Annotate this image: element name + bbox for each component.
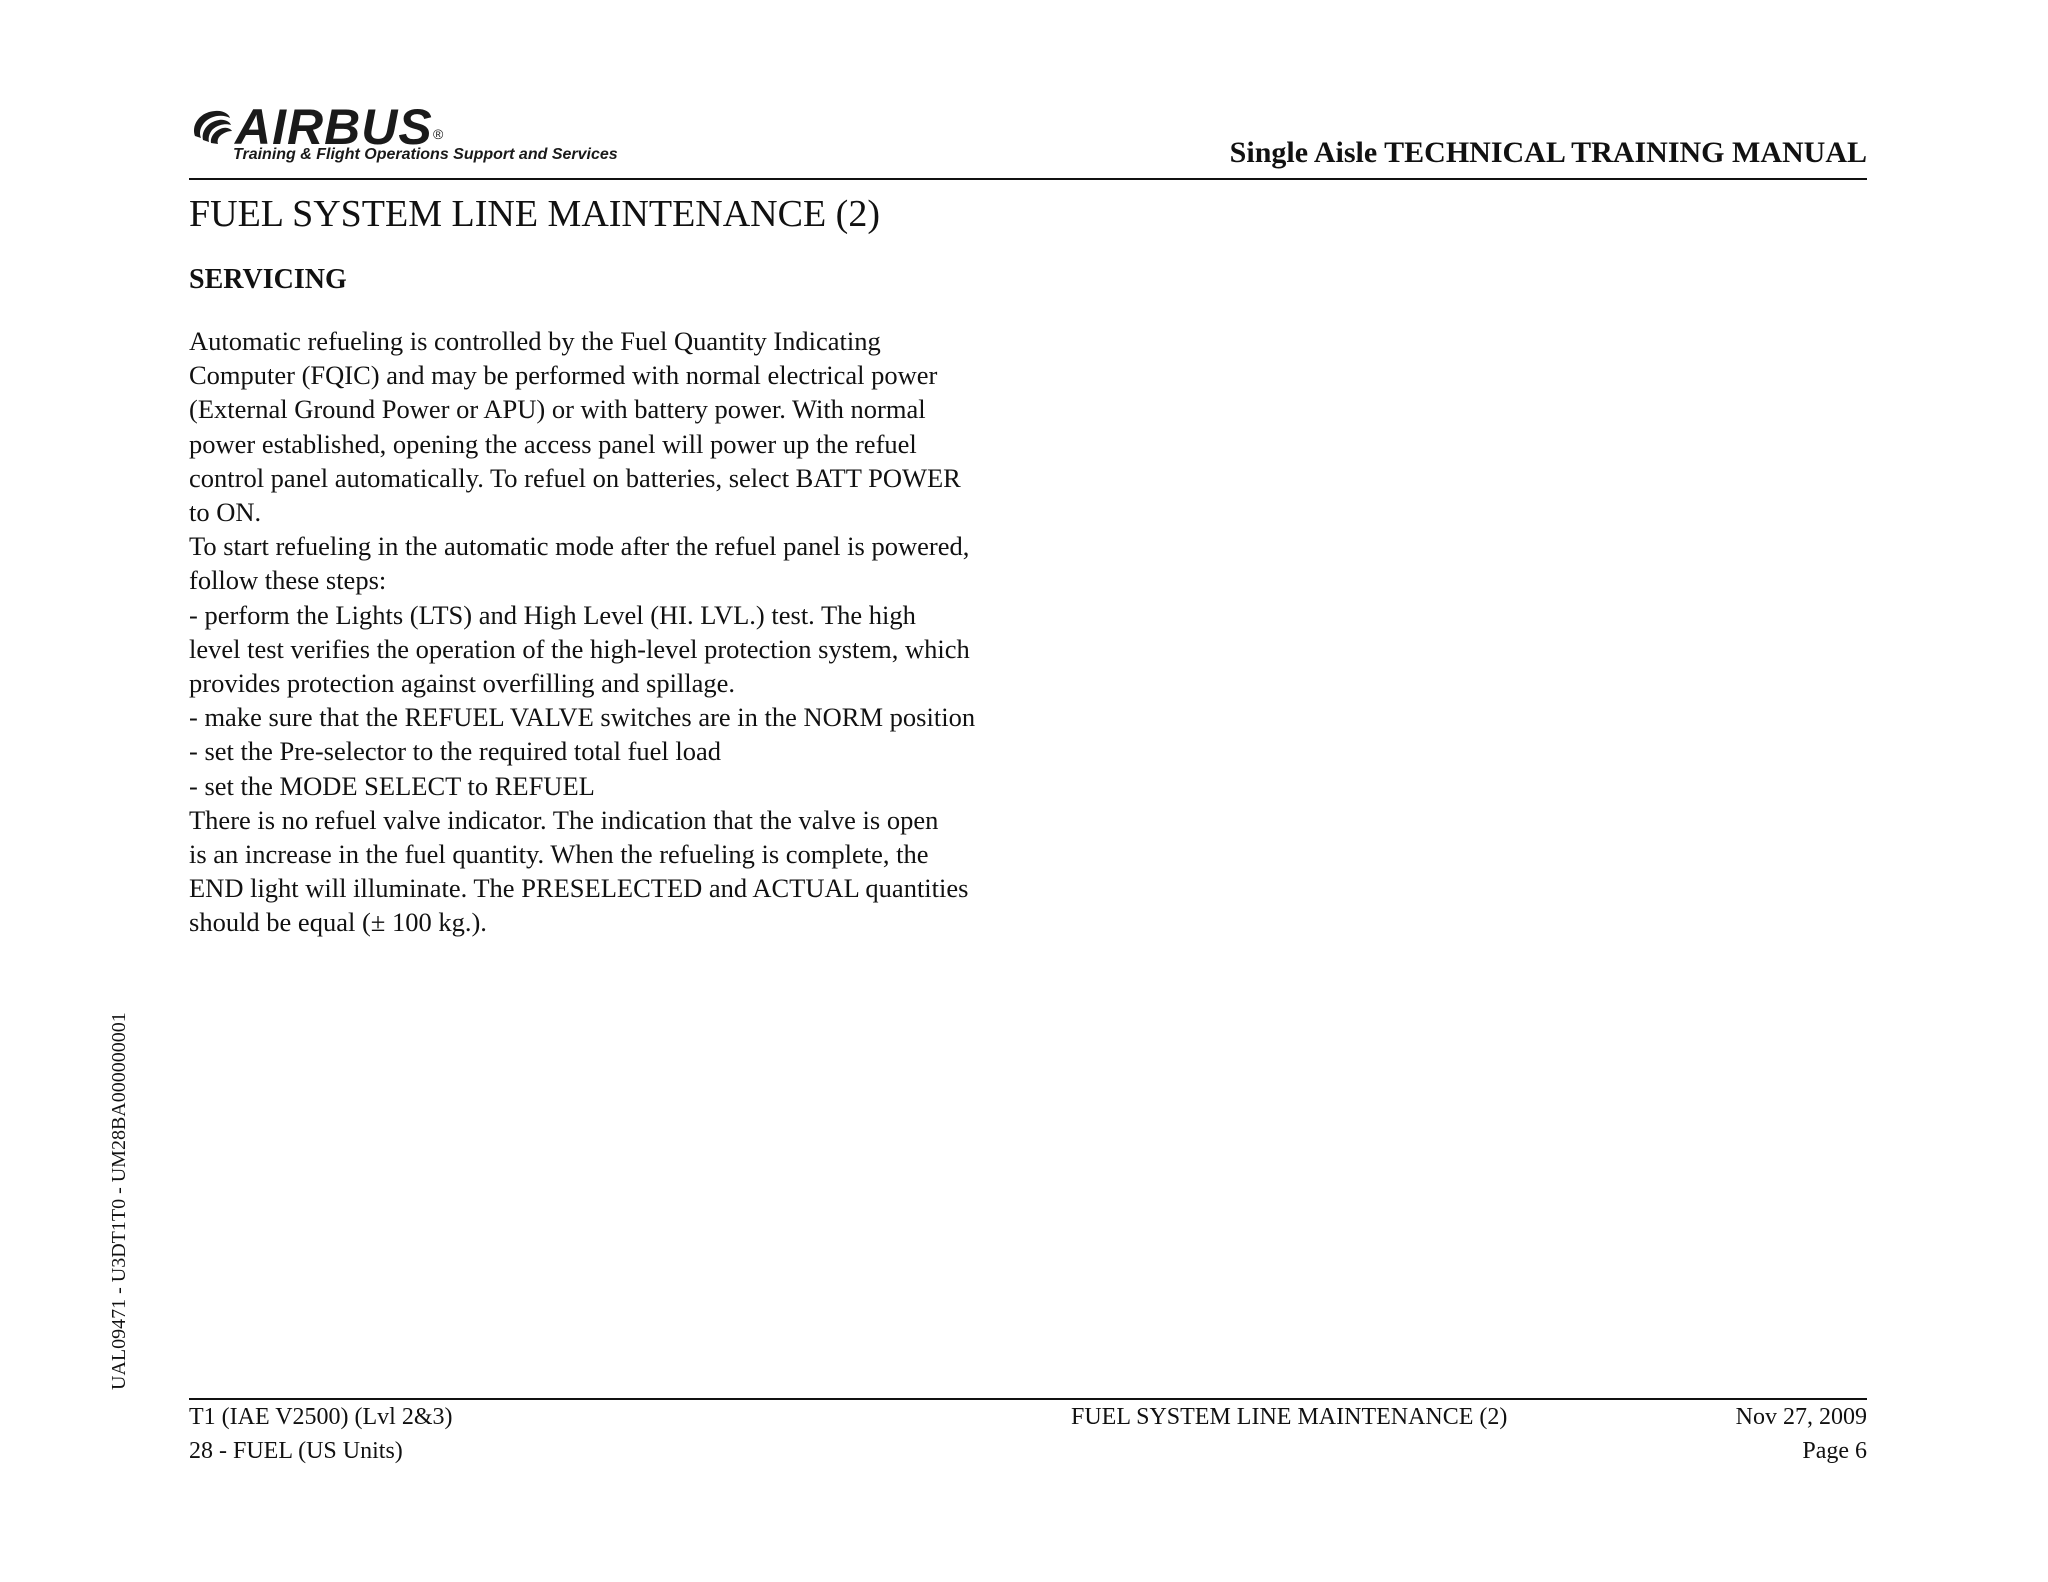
footer-date: Nov 27, 2009 xyxy=(1735,1404,1867,1430)
body-line: END light will illuminate. The PRESELECTED and ACTUAL quantities xyxy=(189,873,969,904)
page-number: Page 6 xyxy=(1802,1438,1867,1464)
body-line: power established, opening the access panel will power up the refuel xyxy=(189,428,917,459)
footer-course: T1 (IAE V2500) (Lvl 2&3) xyxy=(189,1404,453,1430)
manual-title: Single Aisle TECHNICAL TRAINING MANUAL xyxy=(1229,136,1867,169)
section-heading: SERVICING xyxy=(189,264,347,295)
body-line: provides protection against overfilling and spillage. xyxy=(189,668,736,699)
airbus-logo xyxy=(189,99,709,168)
body-line: - perform the Lights (LTS) and High Level (HI. LVL.) test. The high xyxy=(189,599,916,630)
body-text xyxy=(189,324,1029,940)
document-reference-code: UAL09471 - U3DT1T0 - UM28BA000000001 xyxy=(108,1012,130,1390)
body-line: - set the Pre-selector to the required total fuel load xyxy=(189,736,722,767)
page-title: FUEL SYSTEM LINE MAINTENANCE (2) xyxy=(189,193,880,235)
body-line: There is no refuel valve indicator. The indication that the valve is open xyxy=(189,804,939,835)
airbus-swirl-logo-icon xyxy=(189,106,233,146)
footer-divider xyxy=(189,1398,1867,1400)
body-line: (External Ground Power or APU) or with battery power. With normal xyxy=(189,394,926,425)
footer-topic: FUEL SYSTEM LINE MAINTENANCE (2) xyxy=(1071,1404,1508,1430)
body-line: - set the MODE SELECT to REFUEL xyxy=(189,770,595,801)
brand-wordmark: AIRBUS xyxy=(235,99,433,155)
body-line: is an increase in the fuel quantity. When the refueling is complete, the xyxy=(189,839,929,870)
body-line: to ON. xyxy=(189,497,262,528)
body-line: control panel automatically. To refuel on batteries, select BATT POWER xyxy=(189,462,961,493)
brand-tagline: Training & Flight Operations Support and Services xyxy=(233,146,618,163)
footer-chapter: 28 - FUEL (US Units) xyxy=(189,1438,403,1464)
body-line: To start refueling in the automatic mode after the refuel panel is powered, xyxy=(189,531,970,562)
body-line: - make sure that the REFUEL VALVE switches are in the NORM position xyxy=(189,702,976,733)
body-line: should be equal (± 100 kg.). xyxy=(189,907,487,938)
body-line: follow these steps: xyxy=(189,565,387,596)
body-line: Computer (FQIC) and may be performed with normal electrical power xyxy=(189,360,938,391)
body-line: level test verifies the operation of the high-level protection system, which xyxy=(189,633,970,664)
body-line: Automatic refueling is controlled by the Fuel Quantity Indicating xyxy=(189,326,881,356)
registered-mark: ® xyxy=(433,126,444,142)
header-divider xyxy=(189,178,1867,180)
